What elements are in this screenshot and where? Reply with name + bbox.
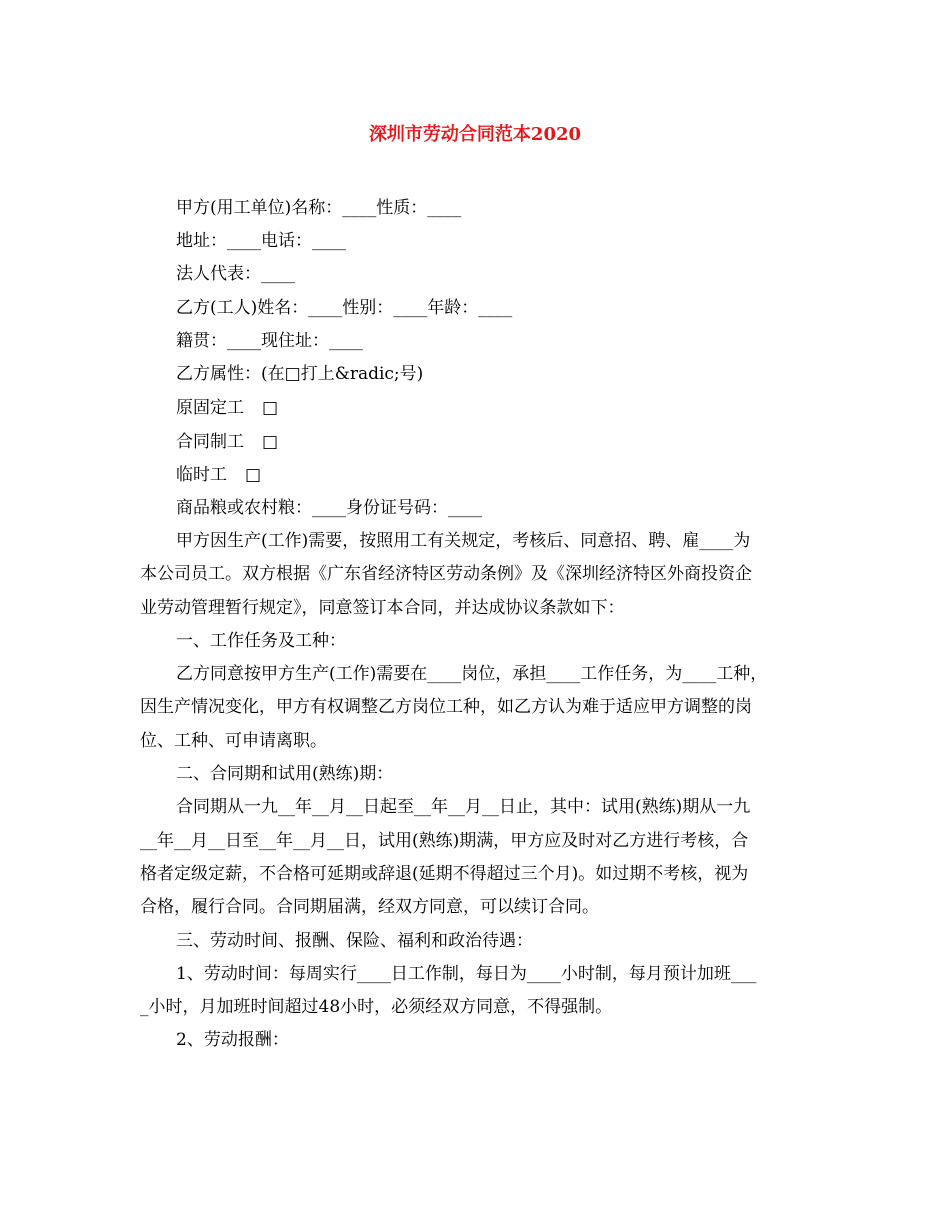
checkbox-icon: □ — [245, 465, 262, 485]
section-2-line: 格者定级定薪，不合格可延期或辞退(延期不得超过三个月)。如过期不考核，视为 — [140, 864, 749, 884]
worker-name-line: 乙方(工人)姓名：____性别：____年龄：____ — [176, 298, 513, 318]
intro-paragraph-line: 甲方因生产(工作)需要，按照用工有关规定，考核后、同意招、聘、雇____为 — [176, 531, 751, 551]
checkbox-icon: □ — [262, 432, 279, 452]
attribute-option-1 — [176, 396, 278, 420]
checkbox-icon: □ — [262, 398, 279, 418]
attribute-option-label: 合同制工 — [176, 432, 244, 452]
attribute-option-2 — [176, 430, 278, 454]
intro-paragraph-line: 本公司员工。双方根据《广东省经济特区劳动条例》及《深圳经济特区外商投资企 — [140, 564, 752, 584]
section-2-line: 合格，履行合同。合同期届满，经双方同意，可以续订合同。 — [140, 897, 599, 917]
section-3-item-2: 2、劳动报酬： — [176, 1030, 289, 1050]
section-1-line: 位、工种、可申请离职。 — [140, 731, 327, 751]
attribute-option-label: 原固定工 — [176, 398, 244, 418]
attribute-option-label: 临时工 — [176, 465, 227, 485]
employer-name-line: 甲方(用工单位)名称：____性质：____ — [176, 198, 462, 218]
section-1-line: 因生产情况变化，甲方有权调整乙方岗位工种，如乙方认为难于适应甲方调整的岗 — [140, 697, 752, 717]
section-2-heading: 二、合同期和试用(熟练)期： — [176, 764, 394, 784]
section-1-line: 乙方同意按甲方生产(工作)需要在____岗位，承担____工作任务，为____工种， — [176, 664, 768, 684]
address-line: 地址：____电话：____ — [176, 231, 346, 251]
section-3-item-1-line: _小时，月加班时间超过48小时，必须经双方同意，不得强制。 — [140, 997, 613, 1017]
grain-id-line: 商品粮或农村粮：____身份证号码：____ — [176, 498, 482, 518]
legal-rep-line: 法人代表：____ — [176, 264, 295, 284]
document-title: 深圳市劳动合同范本2020 — [368, 124, 582, 145]
section-3-heading: 三、劳动时间、报酬、保险、福利和政治待遇： — [176, 931, 533, 951]
origin-line: 籍贯：____现住址：____ — [176, 331, 363, 351]
section-2-line: __年__月__日至__年__月__日，试用(熟练)期满，甲方应及时对乙方进行考核，合 — [140, 831, 749, 851]
section-1-heading: 一、工作任务及工种： — [176, 631, 346, 651]
attribute-label: 乙方属性：(在□打上&radic;号) — [176, 364, 424, 384]
section-3-item-1-line: 1、劳动时间：每周实行____日工作制，每日为____小时制，每月预计加班___ — [176, 964, 757, 984]
intro-paragraph-line: 业劳动管理暂行规定》，同意签订本合同，并达成协议条款如下： — [140, 598, 625, 618]
attribute-option-3 — [176, 463, 261, 487]
section-2-line: 合同期从一九__年__月__日起至__年__月__日止，其中：试用(熟练)期从一九 — [176, 797, 751, 817]
